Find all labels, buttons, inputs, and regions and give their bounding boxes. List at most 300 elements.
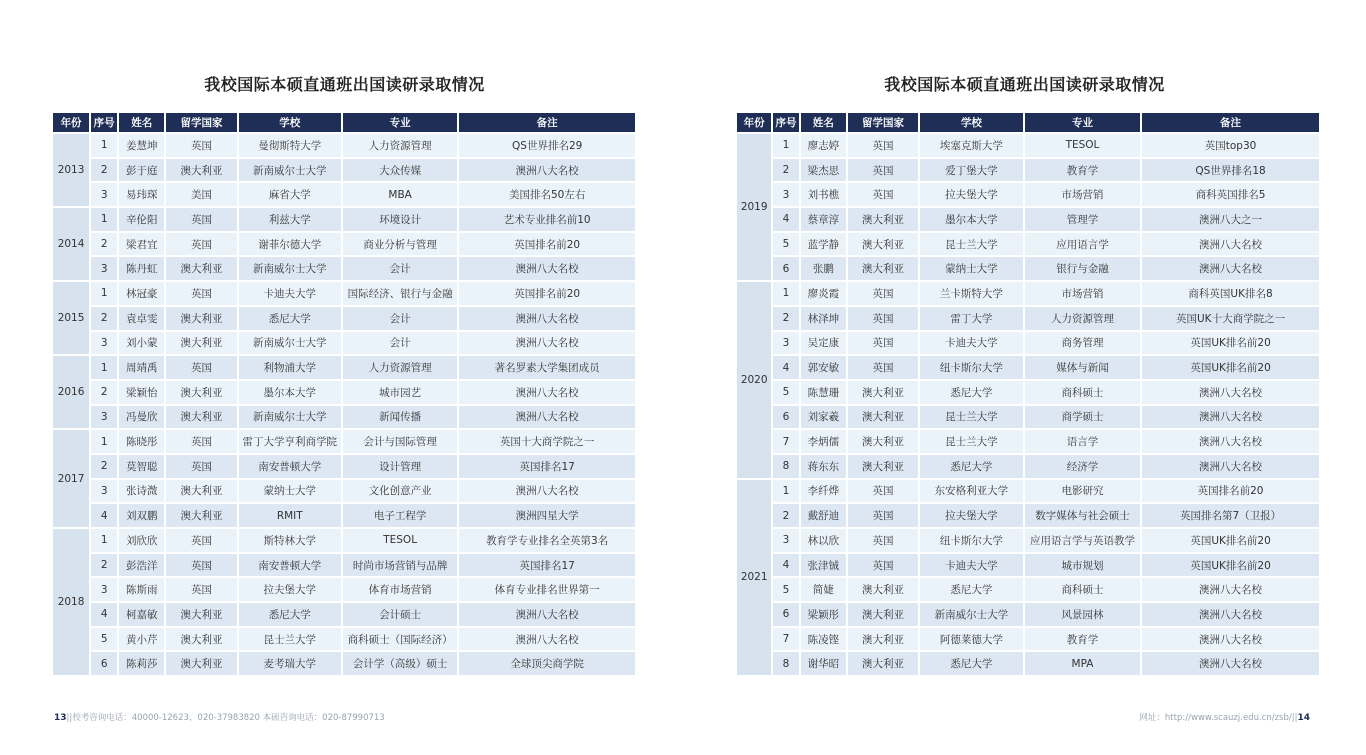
country-cell: 英国 [166, 529, 236, 552]
country-cell: 澳大利亚 [848, 652, 918, 675]
name-cell: 黄小芹 [119, 628, 164, 651]
note-cell: 商科英国排名5 [1142, 183, 1319, 206]
major-cell: 经济学 [1025, 455, 1140, 478]
school-cell: 昆士兰大学 [920, 233, 1023, 256]
seq-cell: 8 [773, 652, 798, 675]
note-cell: 澳洲四星大学 [459, 504, 635, 527]
seq-cell: 2 [773, 504, 798, 527]
seq-cell: 1 [91, 356, 117, 379]
school-cell: 卡迪夫大学 [239, 282, 341, 305]
country-cell: 英国 [848, 480, 918, 503]
school-cell: 利兹大学 [239, 208, 341, 231]
admission-table [51, 111, 637, 677]
name-cell: 姜慧坤 [119, 134, 164, 157]
column-header: 学校 [239, 113, 341, 132]
school-cell: 南安普顿大学 [239, 554, 341, 577]
school-cell: 曼彻斯特大学 [239, 134, 341, 157]
name-cell: 刘双鹏 [119, 504, 164, 527]
major-cell: 商科硕士（国际经济） [343, 628, 457, 651]
seq-cell: 1 [91, 282, 117, 305]
page-number: 14 [1297, 713, 1310, 723]
seq-cell: 6 [773, 406, 798, 429]
seq-cell: 8 [773, 455, 798, 478]
major-cell: 电子工程学 [343, 504, 457, 527]
seq-cell: 4 [773, 554, 798, 577]
note-cell: 澳洲八大名校 [1142, 257, 1319, 280]
major-cell: 会计 [343, 257, 457, 280]
school-cell: 新南威尔士大学 [239, 332, 341, 355]
name-cell: 蔡章淳 [801, 208, 846, 231]
table-row [737, 652, 1319, 675]
country-cell: 澳大利亚 [166, 406, 236, 429]
name-cell: 蓝学静 [801, 233, 846, 256]
major-cell: TESOL [1025, 134, 1140, 157]
major-cell: 市场营销 [1025, 282, 1140, 305]
country-cell: 英国 [848, 307, 918, 330]
year-cell: 2021 [737, 480, 771, 676]
table-row [53, 233, 635, 256]
name-cell: 林泽坤 [801, 307, 846, 330]
school-cell: 昆士兰大学 [920, 406, 1023, 429]
school-cell: 新南威尔士大学 [239, 159, 341, 182]
name-cell: 戴舒迪 [801, 504, 846, 527]
major-cell: 风景园林 [1025, 603, 1140, 626]
note-cell: QS世界排名29 [459, 134, 635, 157]
seq-cell: 3 [773, 183, 798, 206]
seq-cell: 6 [773, 257, 798, 280]
name-cell: 郭安敏 [801, 356, 846, 379]
table-row [737, 233, 1319, 256]
major-cell: 教育学 [1025, 628, 1140, 651]
table-row [737, 406, 1319, 429]
seq-cell: 2 [773, 307, 798, 330]
seq-cell: 4 [773, 208, 798, 231]
column-header: 留学国家 [848, 113, 918, 132]
seq-cell: 5 [773, 578, 798, 601]
name-cell: 梁杰思 [801, 159, 846, 182]
country-cell: 澳大利亚 [166, 504, 236, 527]
name-cell: 梁颖怡 [119, 381, 164, 404]
note-cell: 著名罗素大学集团成员 [459, 356, 635, 379]
note-cell: 澳洲八大名校 [1142, 455, 1319, 478]
table-row [53, 430, 635, 453]
major-cell: 国际经济、银行与金融 [343, 282, 457, 305]
year-cell: 2013 [53, 134, 89, 206]
name-cell: 吴定康 [801, 332, 846, 355]
seq-cell: 5 [773, 233, 798, 256]
note-cell: 澳洲八大名校 [459, 307, 635, 330]
seq-cell: 7 [773, 430, 798, 453]
note-cell: 商科英国UK排名8 [1142, 282, 1319, 305]
year-cell: 2015 [53, 282, 89, 354]
country-cell: 澳大利亚 [166, 159, 236, 182]
year-cell: 2018 [53, 529, 89, 675]
right-page [683, 0, 1366, 755]
column-header: 序号 [773, 113, 798, 132]
column-header: 序号 [91, 113, 117, 132]
major-cell: 教育学 [1025, 159, 1140, 182]
major-cell: 会计 [343, 332, 457, 355]
country-cell: 美国 [166, 183, 236, 206]
table-row [53, 578, 635, 601]
note-cell: 澳洲八大名校 [459, 480, 635, 503]
country-cell: 澳大利亚 [166, 628, 236, 651]
country-cell: 英国 [166, 282, 236, 305]
major-cell: 时尚市场营销与品牌 [343, 554, 457, 577]
major-cell: 新闻传播 [343, 406, 457, 429]
year-cell: 2017 [53, 430, 89, 527]
name-cell: 张津铖 [801, 554, 846, 577]
school-cell: 悉尼大学 [920, 652, 1023, 675]
country-cell: 英国 [166, 208, 236, 231]
note-cell: 澳洲八大名校 [459, 332, 635, 355]
column-header: 备注 [1142, 113, 1319, 132]
school-cell: 麻省大学 [239, 183, 341, 206]
name-cell: 陈丹虹 [119, 257, 164, 280]
major-cell: 人力资源管理 [343, 134, 457, 157]
table-row [53, 208, 635, 231]
seq-cell: 6 [91, 652, 117, 675]
table-row [737, 356, 1319, 379]
major-cell: 体育市场营销 [343, 578, 457, 601]
seq-cell: 1 [91, 208, 117, 231]
footer [1139, 711, 1310, 723]
note-cell: 英国排名17 [459, 554, 635, 577]
table-row [53, 356, 635, 379]
seq-cell: 1 [91, 134, 117, 157]
note-cell: 美国排名50左右 [459, 183, 635, 206]
name-cell: 张诗溦 [119, 480, 164, 503]
table-row [53, 332, 635, 355]
school-cell: 纽卡斯尔大学 [920, 356, 1023, 379]
school-cell: 昆士兰大学 [239, 628, 341, 651]
seq-cell: 3 [91, 257, 117, 280]
major-cell: 媒体与新闻 [1025, 356, 1140, 379]
country-cell: 英国 [166, 430, 236, 453]
major-cell: 数字媒体与社会硕士 [1025, 504, 1140, 527]
note-cell: 澳洲八大名校 [459, 159, 635, 182]
seq-cell: 3 [91, 406, 117, 429]
year-cell: 2019 [737, 134, 771, 280]
major-cell: 设计管理 [343, 455, 457, 478]
note-cell: 澳洲八大名校 [459, 603, 635, 626]
school-cell: 墨尔本大学 [920, 208, 1023, 231]
country-cell: 英国 [848, 134, 918, 157]
major-cell: 电影研究 [1025, 480, 1140, 503]
school-cell: 悉尼大学 [239, 603, 341, 626]
major-cell: 商务管理 [1025, 332, 1140, 355]
school-cell: 爱丁堡大学 [920, 159, 1023, 182]
note-cell: 体育专业排名世界第一 [459, 578, 635, 601]
seq-cell: 7 [773, 628, 798, 651]
note-cell: 艺术专业排名前10 [459, 208, 635, 231]
school-cell: 埃塞克斯大学 [920, 134, 1023, 157]
seq-cell: 5 [91, 628, 117, 651]
school-cell: 墨尔本大学 [239, 381, 341, 404]
country-cell: 英国 [166, 233, 236, 256]
seq-cell: 1 [773, 134, 798, 157]
table-row [737, 430, 1319, 453]
seq-cell: 3 [91, 332, 117, 355]
school-cell: 悉尼大学 [920, 381, 1023, 404]
note-cell: 英国UK排名前20 [1142, 356, 1319, 379]
major-cell: 管理学 [1025, 208, 1140, 231]
name-cell: 周靖禹 [119, 356, 164, 379]
note-cell: 澳洲八大名校 [459, 381, 635, 404]
seq-cell: 2 [91, 554, 117, 577]
name-cell: 彭浩洋 [119, 554, 164, 577]
major-cell: 应用语言学与英语教学 [1025, 529, 1140, 552]
table-row [53, 455, 635, 478]
table-row [737, 578, 1319, 601]
country-cell: 英国 [848, 504, 918, 527]
major-cell: 会计硕士 [343, 603, 457, 626]
name-cell: 陈凌铿 [801, 628, 846, 651]
table-row [53, 652, 635, 675]
website-info: 网址：http://www.scauzj.edu.cn/zsb/|| [1139, 713, 1298, 723]
note-cell: 澳洲八大名校 [1142, 430, 1319, 453]
column-header: 学校 [920, 113, 1023, 132]
table-row [737, 480, 1319, 503]
seq-cell: 2 [91, 159, 117, 182]
name-cell: 梁君宜 [119, 233, 164, 256]
school-cell: 兰卡斯特大学 [920, 282, 1023, 305]
seq-cell: 6 [773, 603, 798, 626]
name-cell: 简婕 [801, 578, 846, 601]
table-row [737, 183, 1319, 206]
name-cell: 梁颖彤 [801, 603, 846, 626]
country-cell: 英国 [166, 455, 236, 478]
country-cell: 英国 [166, 134, 236, 157]
country-cell: 澳大利亚 [166, 307, 236, 330]
major-cell: MPA [1025, 652, 1140, 675]
major-cell: 语言学 [1025, 430, 1140, 453]
table-row [53, 134, 635, 157]
table-row [737, 257, 1319, 280]
footer [54, 711, 385, 723]
major-cell: 环境设计 [343, 208, 457, 231]
name-cell: 陈晓彤 [119, 430, 164, 453]
note-cell: 英国UK排名前20 [1142, 529, 1319, 552]
note-cell: 英国UK十大商学院之一 [1142, 307, 1319, 330]
table-row [737, 529, 1319, 552]
school-cell: 蒙纳士大学 [239, 480, 341, 503]
table-row [53, 159, 635, 182]
table-row [53, 529, 635, 552]
major-cell: 商学硕士 [1025, 406, 1140, 429]
school-cell: 纽卡斯尔大学 [920, 529, 1023, 552]
school-cell: 雷丁大学 [920, 307, 1023, 330]
major-cell: 市场营销 [1025, 183, 1140, 206]
column-header: 年份 [53, 113, 89, 132]
country-cell: 澳大利亚 [166, 480, 236, 503]
seq-cell: 1 [91, 430, 117, 453]
country-cell: 英国 [848, 332, 918, 355]
seq-cell: 3 [773, 529, 798, 552]
seq-cell: 3 [91, 578, 117, 601]
seq-cell: 1 [91, 529, 117, 552]
school-cell: 卡迪夫大学 [920, 554, 1023, 577]
note-cell: 英国排名第7（卫报） [1142, 504, 1319, 527]
major-cell: 商科硕士 [1025, 578, 1140, 601]
seq-cell: 2 [91, 455, 117, 478]
name-cell: 辛伦阳 [119, 208, 164, 231]
school-cell: 蒙纳士大学 [920, 257, 1023, 280]
country-cell: 澳大利亚 [848, 381, 918, 404]
school-cell: 新南威尔士大学 [239, 257, 341, 280]
name-cell: 刘书樵 [801, 183, 846, 206]
country-cell: 澳大利亚 [848, 430, 918, 453]
column-header: 姓名 [801, 113, 846, 132]
name-cell: 谢华昭 [801, 652, 846, 675]
name-cell: 陈莉莎 [119, 652, 164, 675]
table-row [737, 455, 1319, 478]
major-cell: 商业分析与管理 [343, 233, 457, 256]
major-cell: 银行与金融 [1025, 257, 1140, 280]
note-cell: 英国排名17 [459, 455, 635, 478]
table-row [53, 406, 635, 429]
school-cell: 东安格利亚大学 [920, 480, 1023, 503]
major-cell: 商科硕士 [1025, 381, 1140, 404]
school-cell: 悉尼大学 [239, 307, 341, 330]
seq-cell: 4 [91, 504, 117, 527]
major-cell: 人力资源管理 [343, 356, 457, 379]
major-cell: 城市规划 [1025, 554, 1140, 577]
major-cell: 人力资源管理 [1025, 307, 1140, 330]
table-row [53, 307, 635, 330]
note-cell: 教育学专业排名全英第3名 [459, 529, 635, 552]
seq-cell: 5 [773, 381, 798, 404]
name-cell: 刘小蒙 [119, 332, 164, 355]
note-cell: 澳洲八大名校 [1142, 406, 1319, 429]
name-cell: 彭于庭 [119, 159, 164, 182]
major-cell: 文化创意产业 [343, 480, 457, 503]
school-cell: 新南威尔士大学 [920, 603, 1023, 626]
name-cell: 李炳儒 [801, 430, 846, 453]
seq-cell: 1 [773, 282, 798, 305]
country-cell: 英国 [848, 529, 918, 552]
note-cell: 澳洲八大名校 [459, 406, 635, 429]
seq-cell: 3 [91, 183, 117, 206]
school-cell: 拉夫堡大学 [239, 578, 341, 601]
table-row [737, 603, 1319, 626]
note-cell: 英国UK排名前20 [1142, 332, 1319, 355]
seq-cell: 4 [91, 603, 117, 626]
major-cell: 应用语言学 [1025, 233, 1140, 256]
table-row [737, 554, 1319, 577]
table-row [737, 134, 1319, 157]
table-row [737, 628, 1319, 651]
school-cell: 利物浦大学 [239, 356, 341, 379]
seq-cell: 2 [91, 233, 117, 256]
page-number: 13 [54, 713, 67, 723]
country-cell: 澳大利亚 [848, 406, 918, 429]
note-cell: 英国十大商学院之一 [459, 430, 635, 453]
country-cell: 英国 [848, 159, 918, 182]
contact-info: ||校考咨询电话：40000-12623、020-37983820 本硕咨询电话：020-87990713 [66, 713, 385, 723]
country-cell: 澳大利亚 [166, 257, 236, 280]
school-cell: 拉夫堡大学 [920, 183, 1023, 206]
name-cell: 刘欣欣 [119, 529, 164, 552]
major-cell: 城市园艺 [343, 381, 457, 404]
country-cell: 澳大利亚 [166, 603, 236, 626]
table-header-row [737, 113, 1319, 132]
table-row [53, 282, 635, 305]
note-cell: 英国排名前20 [459, 233, 635, 256]
note-cell: QS世界排名18 [1142, 159, 1319, 182]
school-cell: RMIT [239, 504, 341, 527]
school-cell: 拉夫堡大学 [920, 504, 1023, 527]
note-cell: 全球顶尖商学院 [459, 652, 635, 675]
table-row [737, 208, 1319, 231]
major-cell: 会计与国际管理 [343, 430, 457, 453]
note-cell: 英国top30 [1142, 134, 1319, 157]
column-header: 留学国家 [166, 113, 236, 132]
country-cell: 澳大利亚 [848, 455, 918, 478]
name-cell: 陈慧珊 [801, 381, 846, 404]
note-cell: 澳洲八大名校 [1142, 628, 1319, 651]
table-row [737, 332, 1319, 355]
column-header: 专业 [1025, 113, 1140, 132]
year-cell: 2016 [53, 356, 89, 428]
table-row [53, 603, 635, 626]
seq-cell: 4 [773, 356, 798, 379]
school-cell: 阿德莱德大学 [920, 628, 1023, 651]
school-cell: 昆士兰大学 [920, 430, 1023, 453]
country-cell: 澳大利亚 [848, 603, 918, 626]
column-header: 备注 [459, 113, 635, 132]
name-cell: 袁卓雯 [119, 307, 164, 330]
year-cell: 2020 [737, 282, 771, 478]
table-row [737, 159, 1319, 182]
major-cell: 大众传媒 [343, 159, 457, 182]
school-cell: 麦考瑞大学 [239, 652, 341, 675]
note-cell: 澳洲八大之一 [1142, 208, 1319, 231]
table-row [53, 480, 635, 503]
page-title: 我校国际本硕直通班出国读研录取情况 [884, 75, 1165, 94]
note-cell: 澳洲八大名校 [1142, 603, 1319, 626]
seq-cell: 2 [773, 159, 798, 182]
table-row [53, 628, 635, 651]
seq-cell: 3 [773, 332, 798, 355]
table-row [53, 257, 635, 280]
seq-cell: 1 [773, 480, 798, 503]
school-cell: 谢菲尔德大学 [239, 233, 341, 256]
school-cell: 悉尼大学 [920, 455, 1023, 478]
country-cell: 澳大利亚 [848, 257, 918, 280]
country-cell: 澳大利亚 [848, 233, 918, 256]
seq-cell: 2 [91, 381, 117, 404]
page-title: 我校国际本硕直通班出国读研录取情况 [204, 75, 485, 94]
table-row [737, 504, 1319, 527]
country-cell: 澳大利亚 [166, 332, 236, 355]
admission-table [735, 111, 1321, 677]
note-cell: 英国UK排名前20 [1142, 554, 1319, 577]
name-cell: 李纤烨 [801, 480, 846, 503]
name-cell: 柯嘉敏 [119, 603, 164, 626]
note-cell: 澳洲八大名校 [1142, 381, 1319, 404]
country-cell: 澳大利亚 [166, 652, 236, 675]
country-cell: 英国 [848, 282, 918, 305]
table-header-row [53, 113, 635, 132]
note-cell: 澳洲八大名校 [1142, 652, 1319, 675]
school-cell: 新南威尔士大学 [239, 406, 341, 429]
school-cell: 雷丁大学亨利商学院 [239, 430, 341, 453]
country-cell: 英国 [166, 356, 236, 379]
name-cell: 易玮琛 [119, 183, 164, 206]
name-cell: 廖志婷 [801, 134, 846, 157]
table-body [53, 134, 635, 675]
